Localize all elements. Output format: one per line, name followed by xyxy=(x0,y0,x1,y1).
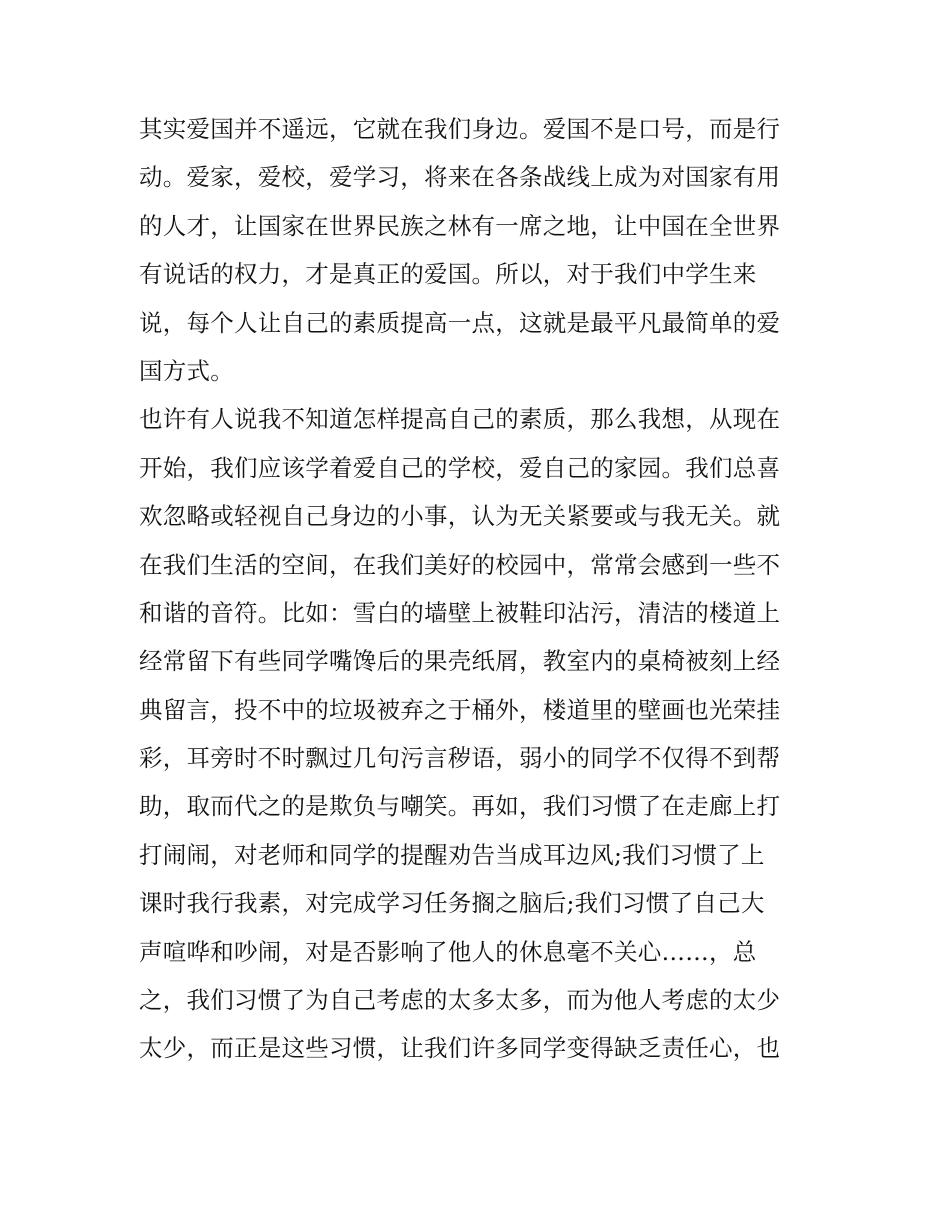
text-line: 课时我行我素，对完成学习任务搁之脑后;我们习惯了自己大 xyxy=(139,889,765,918)
text-line: 在我们生活的空间，在我们美好的校园中，常常会感到一些不 xyxy=(139,550,781,579)
text-line: 打闹闹，对老师和同学的提醒劝告当成耳边风;我们习惯了上 xyxy=(139,840,765,869)
body-text xyxy=(139,105,819,1073)
text-line: 太少，而正是这些习惯，让我们许多同学变得缺乏责任心，也 xyxy=(139,1034,781,1063)
text-line: 之，我们习惯了为自己考虑的太多太多，而为他人考虑的太少 xyxy=(139,986,781,1015)
text-line: 动。爱家，爱校，爱学习，将来在各条战线上成为对国家有用 xyxy=(139,163,781,192)
text-line: 开始，我们应该学着爱自己的学校，爱自己的家园。我们总喜 xyxy=(139,453,781,482)
text-line: 有说话的权力，才是真正的爱国。所以，对于我们中学生来 xyxy=(139,260,757,289)
text-line: 国方式。 xyxy=(139,356,234,385)
text-line: 助，取而代之的是欺负与嘲笑。再如，我们习惯了在走廊上打 xyxy=(139,792,781,821)
text-line: 其实爱国并不遥远，它就在我们身边。爱国不是口号，而是行 xyxy=(139,115,781,143)
text-line: 的人才，让国家在世界民族之林有一席之地，让中国在全世界 xyxy=(139,211,781,240)
text-line: 彩，耳旁时不时飘过几句污言秽语，弱小的同学不仅得不到帮 xyxy=(139,744,781,773)
text-line: 经常留下有些同学嘴馋后的果壳纸屑，教室内的桌椅被刻上经 xyxy=(139,647,781,676)
text-line: 也许有人说我不知道怎样提高自己的素质，那么我想，从现在 xyxy=(139,405,781,434)
text-line: 声喧哗和吵闹，对是否影响了他人的休息毫不关心……，总 xyxy=(139,937,757,966)
text-line: 和谐的音符。比如：雪白的墙壁上被鞋印沾污，清洁的楼道上 xyxy=(139,598,781,627)
text-line: 欢忽略或轻视自己身边的小事，认为无关紧要或与我无关。就 xyxy=(139,502,781,531)
text-line: 典留言，投不中的垃圾被弃之于桶外，楼道里的壁画也光荣挂 xyxy=(139,695,781,724)
text-line: 说，每个人让自己的素质提高一点，这就是最平凡最简单的爱 xyxy=(139,308,781,337)
